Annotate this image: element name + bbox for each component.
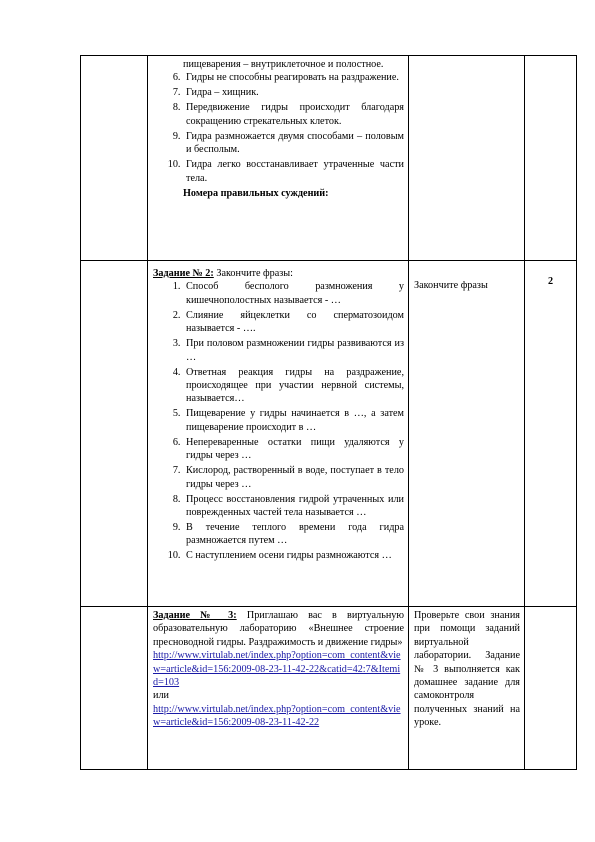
list-item: 3. При половом размножении гидры развиваются из … <box>183 337 404 364</box>
task-1-statement-list <box>153 71 404 185</box>
list-item: 7. Кислород, растворенный в воде, поступает в тело гидры через … <box>183 464 404 491</box>
list-item: 5. Пищеварение у гидры начинается в …, а затем пищеварение происходит в … <box>183 407 404 434</box>
list-item: 4. Ответная реакция гидры на раздражение, происходящее при участии нервной системы, называется… <box>183 366 404 406</box>
table-row-task-1 <box>81 56 577 261</box>
task-3-activity: Проверьте свои знания при помощи заданий виртуальной лаборатории. Задание № 3 выполняется как домашнее задание для самоконтроля полученных знаний на уроке. <box>414 610 520 729</box>
virtulab-link-2[interactable]: http://www.virtulab.net/index.php?option=com_content&view=article&id=156:2009-08-23-11-42-22 <box>153 703 401 729</box>
activity-cell <box>409 56 525 261</box>
table-row-task-2 <box>81 261 577 607</box>
stage-cell <box>81 261 148 607</box>
table-row-task-3 <box>81 607 577 770</box>
virtulab-link-1[interactable]: http://www.virtulab.net/index.php?option=com_content&view=article&id=156:2009-08-23-11-42-22&catid=42:7&Itemid=103 <box>153 650 401 689</box>
answer-label: Номера правильных суждений: <box>183 187 329 199</box>
task-2-activity-cell <box>409 261 525 607</box>
stage-cell <box>81 607 148 770</box>
list-item: 10. С наступлением осени гидры размножаются … <box>183 549 404 562</box>
stage-cell <box>81 56 148 261</box>
task-3-cell <box>148 607 409 770</box>
task-2-label: Задание № 2: <box>153 268 214 279</box>
points-cell <box>525 607 577 770</box>
task-2-heading <box>153 263 404 280</box>
list-item: 9. Гидра размножается двумя способами – половым и бесполым. <box>183 130 404 157</box>
lesson-table <box>80 55 577 770</box>
list-item: 2. Слияние яйцеклетки со сперматозоидом называется - …. <box>183 309 404 336</box>
task-2-points: 2 <box>547 276 554 287</box>
list-item: 10. Гидра легко восстанавливает утраченные части тела. <box>183 158 404 185</box>
list-item: 8. Передвижение гидры происходит благодаря сокращению стрекательных клеток. <box>183 101 404 128</box>
task-3-activity-cell <box>409 607 525 770</box>
task-1-continuation: пищеварения – внутриклеточное и полостное. <box>183 59 384 70</box>
list-item: 1. Способ бесполого размножения у кишечнополостных называется - … <box>183 280 404 307</box>
list-item: 6. Гидры не способны реагировать на раздражение. <box>183 71 404 84</box>
task-2-activity: Закончите фразы <box>414 280 488 291</box>
list-item: 8. Процесс восстановления гидрой утраченных или поврежденных частей тела называется … <box>183 493 404 520</box>
or-text: или <box>153 690 169 702</box>
list-item: 6. Непереваренные остатки пищи удаляются у гидры через … <box>183 436 404 463</box>
task-2-points-cell <box>525 261 577 607</box>
task-2-cell <box>148 261 409 607</box>
task-1-cell <box>148 56 409 261</box>
points-cell <box>525 56 577 261</box>
list-item: 9. В течение теплого времени года гидра размножается путем … <box>183 521 404 548</box>
task-2-instruction: Закончите фразы: <box>213 268 293 279</box>
task-3-heading <box>153 609 404 649</box>
task-3-label: Задание № 3: <box>153 610 237 621</box>
list-item: 7. Гидра – хищник. <box>183 86 404 99</box>
task-3-instruction: Приглашаю вас в виртуальную образовательную лабораторию «Внешнее строение пресноводной гидры. Раздражимость и движение гидры» <box>153 610 405 648</box>
task-2-phrase-list <box>153 280 404 562</box>
